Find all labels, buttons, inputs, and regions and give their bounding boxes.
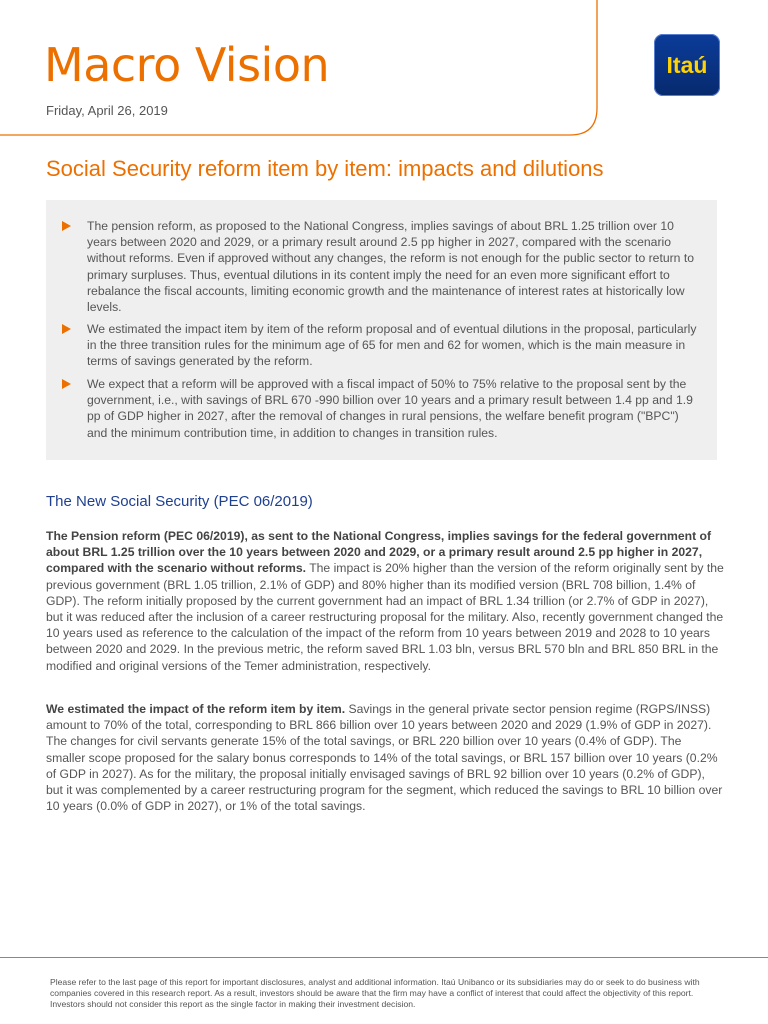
body-paragraph (46, 701, 724, 814)
paragraph-text: The impact is 20% higher than the version of the reform originally sent by the previous government (BRL 1.05 trillion, 2.1% of GDP) and 80% higher than its modified version (BRL 708 billion, 1.4% of GDP). The reform initially proposed by the current government had an impact of BRL 1.34 trillion (or 2.7% of GDP in 2027), but it was reduced after the inclusion of a career restructuring proposal for the military. Also, recently government changed the 10 years used as reference to the calculation of the impact of the reform from 10 years between 2019 and 2028 to 10 years between 2020 and 2029. In the previous metric, the reform saved BRL 1.03 bln, versus BRL 570 bln and BRL 850 BRL in the modified and original versions of the Temer administration, respectively. (46, 561, 724, 673)
summary-bullet-text: The pension reform, as proposed to the National Congress, implies savings of about BRL 1.25 trillion over 10 years between 2020 and 2029, or a primary result around 2.5 pp higher in 2027, compared with the scenario without reforms. Even if approved without any changes, the reform is not enough for the public sector to return to primary surpluses. Thus, eventual dilutions in its content imply the need for an even more significant effort to rebalance the fiscal accounts, limiting economic growth and the maintenance of interest rates at historically low levels. (87, 219, 694, 315)
summary-bullet (62, 376, 702, 441)
summary-bullet (62, 218, 702, 315)
bullet-arrow-icon (62, 221, 71, 231)
paragraph-lead: The Pension reform (PEC 06/2019), as sent to the National Congress, implies savings for the federal government of about BRL 1.25 trillion over the 10 years between 2020 and 2029, or a primary result around 2.5 pp higher in 2027, compared with the scenario without reforms. (46, 529, 712, 576)
itau-logo (654, 34, 720, 96)
itau-logo-text: Itaú (666, 51, 708, 78)
summary-bullet (62, 321, 702, 370)
footer-disclaimer: Please refer to the last page of this report for important disclosures, analyst and additional information. Itaú Unibanco or its subsidiaries may do or seek to do business with companies covered in this research report. As a result, investors should be aware that the firm may have a conflict of interest that could affect the objectivity of this report. Investors should not consider this report as the single factor in making their investment decision. (50, 977, 700, 1009)
report-brand-title: Macro Vision (44, 38, 330, 92)
paragraph-text: Savings in the general private sector pension regime (RGPS/INSS) amount to 70% of the total, corresponding to BRL 866 billion over 10 years between 2020 and 2029 (1.9% of GDP in 2027). The changes for civil servants generate 15% of the total savings, or BRL 220 billion over 10 years (0.4% of GDP). The smaller scope proposed for the salary bonus corresponds to 14% of the total savings, or BRL 157 billion over 10 years (0.2% of GDP in 2027). As for the military, the proposal initially envisaged savings of BRL 92 billion over 10 years (0.2% of GDP), but it was complemented by a career restructuring program for the segment, which reduced the savings to BRL 10 billion over 10 years (0.0% of GDP in 2027), or 1% of the total savings. (46, 702, 723, 814)
footer-divider (0, 957, 768, 958)
bullet-arrow-icon (62, 379, 71, 389)
summary-bullet-text: We expect that a reform will be approved with a fiscal impact of 50% to 75% relative to the proposal sent by the government, i.e., with savings of BRL 670 -990 billion over 10 years and a primary result between 1.4 pp and 1.9 pp of GDP higher in 2027, after the removal of changes in rural pensions, the welfare benefit program ("BPC") and the minimum contribution time, in addition to changes in transition rules. (87, 377, 693, 440)
summary-bullet-text: We estimated the impact item by item of the reform proposal and of eventual dilutions in the proposal, particularly in the three transition rules for the minimum age of 65 for men and 62 for women, which is the main measure in terms of savings generated by the reform. (87, 322, 697, 369)
article-title: Social Security reform item by item: impacts and dilutions (46, 156, 604, 181)
body-paragraph (46, 528, 724, 674)
paragraph-lead: We estimated the impact of the reform item by item. (46, 702, 346, 716)
summary-box (46, 200, 717, 460)
section-title: The New Social Security (PEC 06/2019) (46, 493, 313, 510)
bullet-arrow-icon (62, 324, 71, 334)
report-date: Friday, April 26, 2019 (46, 103, 168, 118)
